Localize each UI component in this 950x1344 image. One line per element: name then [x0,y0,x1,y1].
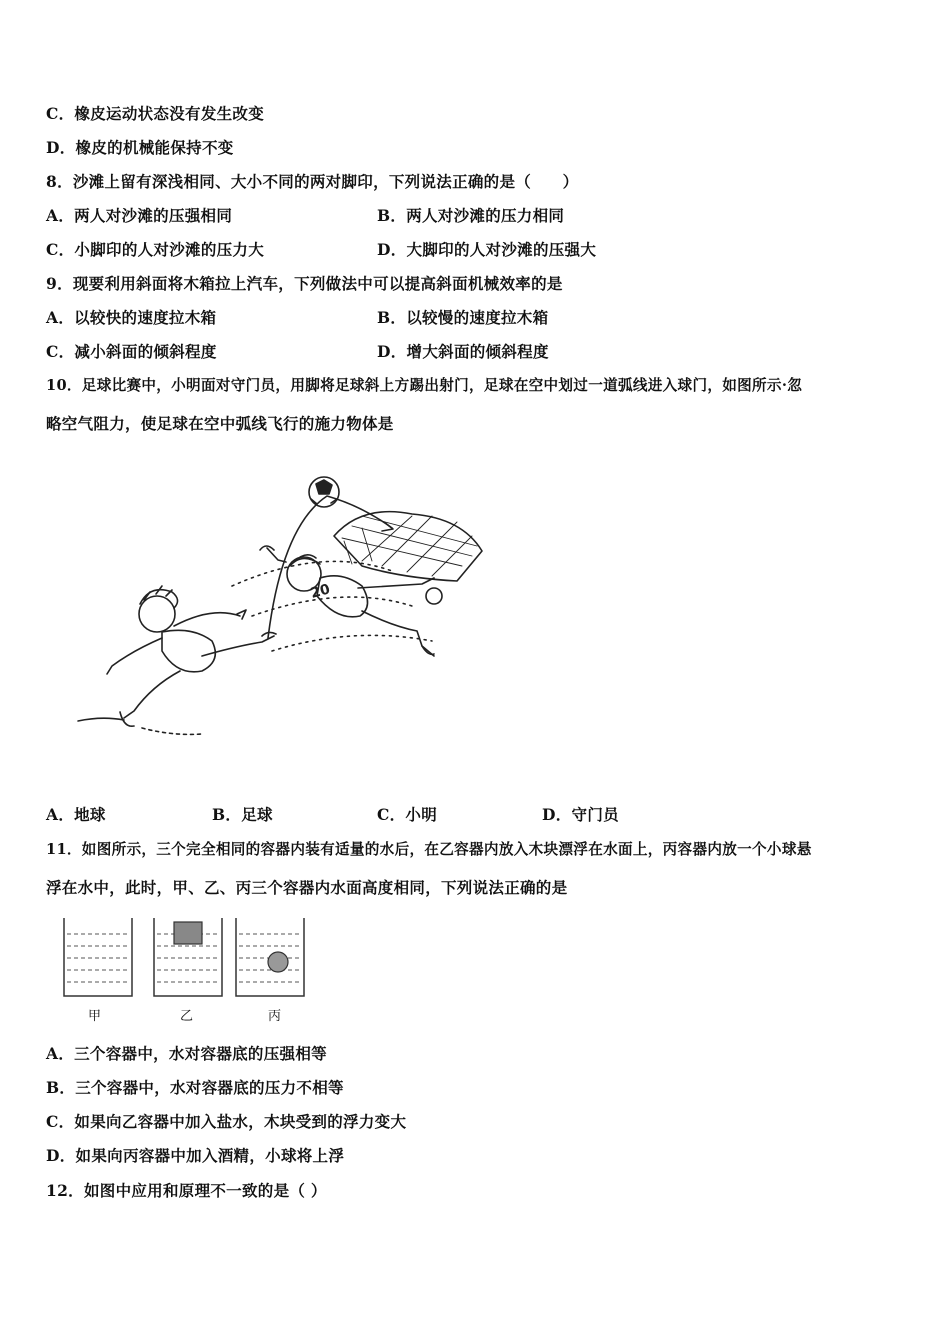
container-label-bing: 丙 [268,1009,282,1024]
q8-stem: 8．沙滩上留有深浅相同、大小不同的两对脚印，下列说法正确的是（ ） [46,172,579,191]
q10-option-a: A．地球 [46,805,106,824]
q11-option-b: B．三个容器中，水对容器底的压力不相等 [46,1078,344,1097]
q8-option-b: B．两人对沙滩的压力相同 [377,206,565,225]
q12-stem: 12．如图中应用和原理不一致的是（ ） [46,1181,327,1200]
q9-stem: 9．现要利用斜面将木箱拉上汽车，下列做法中可以提高斜面机械效率的是 [46,274,563,293]
q10-stem-line1: 10．足球比赛中，小明面对守门员，用脚将足球斜上方踢出射门，足球在空中划过一道弧线进入球门，如图所示·忽 [46,377,803,394]
q11-stem-line2: 浮在水中，此时，甲、乙、丙三个容器内水面高度相同，下列说法正确的是 [46,878,568,897]
q9-option-c: C．减小斜面的倾斜程度 [46,342,217,361]
q9-option-a: A．以较快的速度拉木箱 [46,308,217,327]
wood-block [174,922,202,944]
q7-option-d: D．橡皮的机械能保持不变 [46,138,234,157]
q9-option-d: D．增大斜面的倾斜程度 [377,342,549,361]
floating-ball [268,952,288,972]
q10-option-d: D．守门员 [542,805,619,824]
q10-option-c: C．小明 [377,805,438,824]
q8-option-a: A．两人对沙滩的压强相同 [46,206,233,225]
q11-option-c: C．如果向乙容器中加入盐水，木块受到的浮力变大 [46,1112,407,1131]
q11-option-d: D．如果向丙容器中加入酒精，小球将上浮 [46,1146,345,1165]
q11-stem-line1: 11．如图所示，三个完全相同的容器内装有适量的水后，在乙容器内放入木块漂浮在水面上，丙容器内放一个小球悬 [46,841,812,858]
q8-option-c: C．小脚印的人对沙滩的压力大 [46,240,265,259]
soccer-figure [62,466,502,756]
q7-option-c: C．橡皮运动状态没有发生改变 [46,104,265,123]
container-label-jia: 甲 [88,1009,102,1024]
jersey-number: 20 [308,581,332,602]
q9-option-b: B．以较慢的速度拉木箱 [377,308,549,327]
q10-option-b: B．足球 [212,805,273,824]
q10-stem-line2: 略空气阻力，使足球在空中弧线飞行的施力物体是 [46,414,394,433]
container-label-yi: 乙 [180,1009,194,1024]
q11-option-a: A．三个容器中，水对容器底的压强相等 [46,1044,327,1063]
q8-option-d: D．大脚印的人对沙滩的压强大 [377,240,597,259]
